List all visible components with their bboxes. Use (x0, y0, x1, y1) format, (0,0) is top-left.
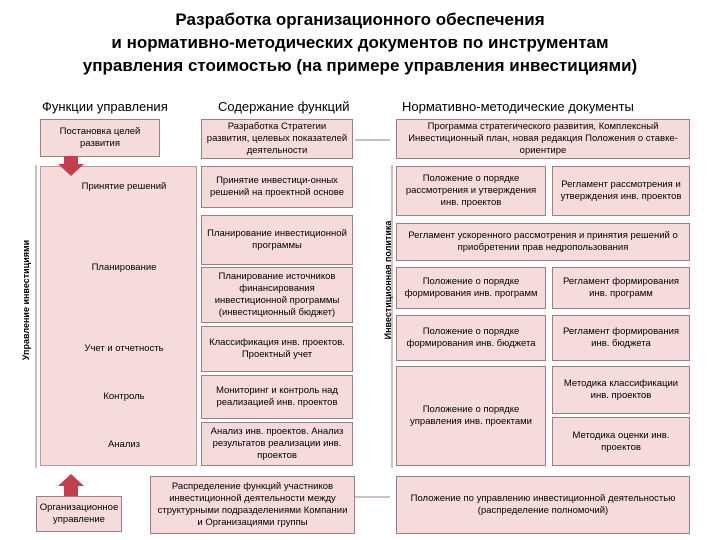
side-label-investment-management: Управление инвестициями (21, 239, 31, 361)
doc-review-reglament: Регламент рассмотрения и утверждения инв. проектов (552, 166, 690, 216)
doc-review-position: Положение о порядке рассмотрения и утверждения инв. проектов (396, 166, 546, 216)
doc-program-position: Положение о порядке формирования инв. программ (396, 267, 546, 309)
function-accounting: Учет и отчетность (84, 343, 164, 354)
content-invest-decisions: Принятие инвестици-онных решений на проектной основе (201, 166, 353, 208)
title-line-1: Разработка организационного обеспечения (175, 10, 545, 29)
doc-program-reglament: Регламент формирования инв. программ (552, 267, 690, 309)
doc-org-position: Положение по управлению инвестиционной деятельностью (распределение полномочий) (396, 476, 690, 534)
doc-budget-reglament: Регламент формирования инв. бюджета (552, 315, 690, 361)
function-analysis: Анализ (107, 439, 141, 450)
function-goals: Постановка целей развития (40, 119, 160, 157)
content-distribution: Распределение функций участников инвестиционной деятельности между структурными подразделениями Компании и Организациями группы (150, 476, 355, 534)
doc-classification-method: Методика классификации инв. проектов (552, 366, 690, 414)
content-analysis: Анализ инв. проектов. Анализ результатов реализации инв. проектов (201, 422, 353, 466)
doc-subsoil: Регламент ускоренного рассмотрения и принятия решений о приобретении прав недропользования (396, 223, 690, 261)
functions-group-panel (40, 166, 197, 466)
title-line-2: и нормативно-методических документов по инструментам (111, 33, 609, 52)
side-label-investment-policy: Инвестиционная политика (383, 220, 393, 340)
content-financing: Планирование источников финансирования инвестиционной программы (инвестиционный бюджет) (201, 267, 353, 323)
up-arrow-icon (58, 474, 84, 496)
doc-strategic: Программа стратегического развития, Комплексный Инвестиционный план, новая редакция Положения о ставке-ориентире (396, 119, 690, 159)
function-control: Контроль (103, 391, 145, 402)
doc-evaluation-method: Методика оценки инв. проектов (552, 417, 690, 466)
content-monitoring: Мониторинг и контроль над реализацией инв. проектов (201, 375, 353, 419)
column-header-functions: Функции управления (42, 99, 168, 114)
down-arrow-icon (58, 156, 84, 176)
content-classification: Классификация инв. проектов. Проектный учет (201, 326, 353, 372)
function-org: Организационное управление (36, 496, 122, 532)
column-header-documents: Нормативно-методические документы (402, 99, 634, 114)
doc-budget-position: Положение о порядке формирования инв. бюджета (396, 315, 546, 361)
function-decisions: Принятие решений (81, 181, 167, 192)
content-strategy: Разработка Стратегии развития, целевых показателей деятельности (201, 119, 353, 159)
column-header-content: Содержание функций (218, 99, 350, 114)
title-line-3: управления стоимостью (на примере управления инвестициями) (82, 56, 638, 75)
doc-management-position: Положение о порядке управления инв. проектами (396, 366, 546, 466)
function-planning: Планирование (91, 262, 157, 273)
content-program-planning: Планирование инвестиционной программы (201, 215, 353, 265)
